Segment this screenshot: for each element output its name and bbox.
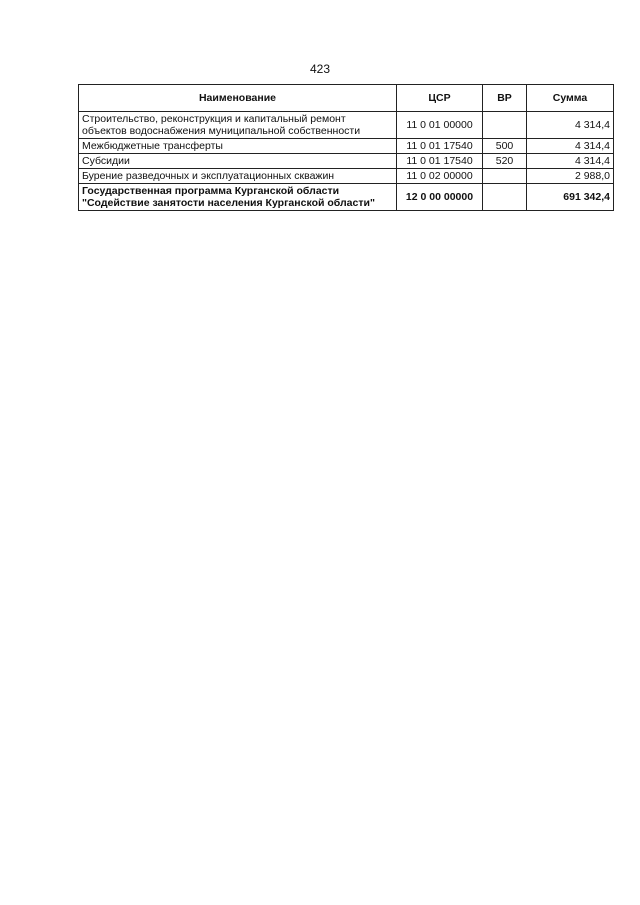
- table-body: [79, 112, 614, 211]
- row-name-cell: Межбюджетные трансферты: [79, 139, 397, 154]
- budget-table: [78, 84, 614, 211]
- row-sum-cell: 4 314,4: [527, 154, 614, 169]
- header-vr: ВР: [483, 85, 527, 112]
- row-name-cell: Бурение разведочных и эксплуатационных скважин: [79, 169, 397, 184]
- row-vr-cell: [483, 184, 527, 211]
- row-csr-cell: 11 0 01 17540: [397, 154, 483, 169]
- row-sum-cell: 2 988,0: [527, 169, 614, 184]
- table-row: [79, 154, 614, 169]
- table-row: [79, 184, 614, 211]
- row-sum-cell: 4 314,4: [527, 112, 614, 139]
- table-row: [79, 112, 614, 139]
- row-name-cell: Государственная программа Курганской области "Содействие занятости населения Курганской области": [79, 184, 397, 211]
- row-csr-cell: 11 0 01 17540: [397, 139, 483, 154]
- row-vr-cell: 500: [483, 139, 527, 154]
- page-number: 423: [309, 62, 331, 76]
- table-header-row: [79, 85, 614, 112]
- row-csr-cell: 11 0 02 00000: [397, 169, 483, 184]
- row-vr-cell: [483, 112, 527, 139]
- row-vr-cell: 520: [483, 154, 527, 169]
- header-sum: Сумма: [527, 85, 614, 112]
- header-csr: ЦСР: [397, 85, 483, 112]
- row-csr-cell: 11 0 01 00000: [397, 112, 483, 139]
- table-row: [79, 139, 614, 154]
- row-vr-cell: [483, 169, 527, 184]
- row-sum-cell: 691 342,4: [527, 184, 614, 211]
- table-row: [79, 169, 614, 184]
- row-name-cell: Субсидии: [79, 154, 397, 169]
- row-sum-cell: 4 314,4: [527, 139, 614, 154]
- row-name-cell: Строительство, реконструкция и капитальный ремонт объектов водоснабжения муниципальной собственности: [79, 112, 397, 139]
- header-name: Наименование: [79, 85, 397, 112]
- row-csr-cell: 12 0 00 00000: [397, 184, 483, 211]
